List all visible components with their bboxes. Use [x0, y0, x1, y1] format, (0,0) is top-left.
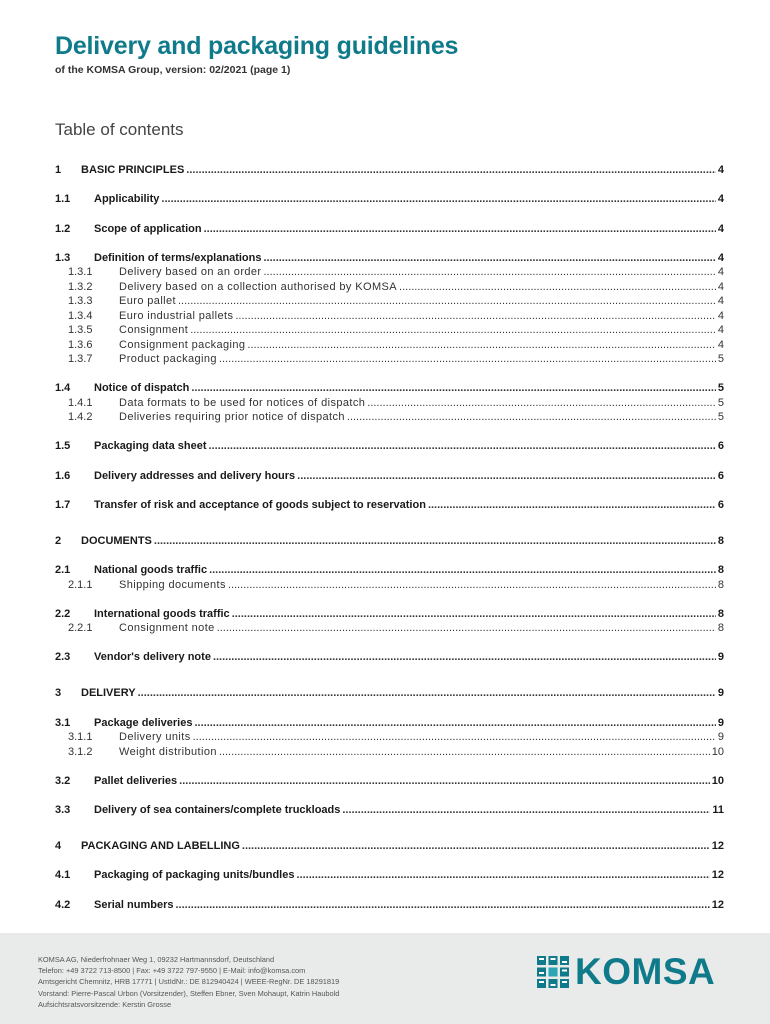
toc-entry-number: 1.4 — [55, 382, 71, 395]
toc-entry-number: 3.1.1 — [68, 731, 93, 744]
toc-entry[interactable] — [55, 266, 724, 280]
komsa-logo-text: KOMSA — [575, 951, 716, 992]
toc-entry[interactable] — [55, 564, 724, 578]
toc-entry-page: 4 — [717, 295, 724, 308]
toc-entry-label: Euro pallet — [119, 295, 176, 308]
toc-entry[interactable] — [55, 717, 724, 731]
toc-entry-number: 2.1.1 — [68, 578, 93, 591]
toc-entry-number: 1.5 — [55, 440, 71, 453]
toc-entry-page: 4 — [717, 222, 724, 235]
toc-entry-number: 2.1 — [55, 564, 71, 577]
toc-entry[interactable] — [55, 687, 724, 701]
toc-entry-page: 9 — [717, 731, 724, 744]
toc-entry-page: 4 — [717, 266, 724, 279]
toc-entry[interactable] — [55, 281, 724, 295]
footer-supervisory-line: Aufsichtsratsvorsitzende: Kerstin Grosse — [38, 999, 172, 1009]
toc-entry-number: 2.2 — [55, 607, 71, 620]
toc-entry-number: 4 — [55, 839, 62, 852]
toc-entry-number: 3 — [55, 687, 62, 700]
toc-entry[interactable] — [55, 775, 724, 789]
toc-entry-page: 4 — [717, 309, 724, 322]
toc-entry-page: 8 — [717, 564, 724, 577]
toc-entry[interactable] — [55, 804, 724, 818]
toc-entry-label: Weight distribution — [119, 745, 217, 758]
toc-dot-leader — [428, 499, 716, 511]
toc-dot-leader — [217, 622, 716, 634]
toc-dot-leader — [347, 411, 716, 423]
toc-dot-leader — [209, 564, 716, 576]
toc-entry-label: DOCUMENTS — [81, 535, 152, 547]
toc-dot-leader — [263, 252, 715, 264]
toc-entry-label: Scope of application — [94, 222, 202, 235]
toc-entry-label: Notice of dispatch — [94, 382, 190, 395]
toc-entry[interactable] — [55, 499, 724, 513]
toc-entry-page: 6 — [717, 469, 724, 482]
toc-dot-leader — [190, 324, 716, 336]
toc-entry-number: 1.3.7 — [68, 353, 93, 366]
toc-entry-page: 8 — [717, 607, 724, 620]
toc-entry-page: 8 — [717, 535, 724, 547]
toc-dot-leader — [247, 339, 715, 351]
toc-entry-label: Consignment — [119, 324, 189, 337]
toc-entry-page: 4 — [717, 338, 724, 351]
toc-dot-leader — [235, 310, 716, 322]
toc-heading: Table of contents — [55, 120, 184, 139]
toc-entry[interactable] — [55, 164, 724, 178]
toc-entry-label: Transfer of risk and acceptance of goods subject to reservation — [94, 499, 426, 511]
toc-entry-label: Package deliveries — [94, 716, 193, 729]
toc-entry[interactable] — [55, 840, 724, 854]
toc-entry-page: 8 — [717, 622, 724, 635]
toc-entry-number: 1.7 — [55, 499, 71, 511]
toc-entry[interactable] — [55, 411, 724, 425]
toc-entry[interactable] — [55, 622, 724, 636]
toc-entry-number: 3.1 — [55, 716, 71, 729]
toc-entry-label: Definition of terms/explanations — [94, 251, 262, 264]
toc-entry-label: BASIC PRINCIPLES — [81, 164, 185, 176]
toc-entry[interactable] — [55, 310, 724, 324]
toc-entry[interactable] — [55, 579, 724, 593]
toc-entry-page: 5 — [717, 353, 724, 366]
toc-entry-number: 1.3.1 — [68, 266, 93, 279]
toc-dot-leader — [228, 579, 716, 591]
toc-dot-leader — [219, 353, 716, 365]
footer-address-line: KOMSA AG, Niederfrohnaer Weg 1, 09232 Hartmannsdorf, Deutschland — [38, 955, 275, 964]
toc-entry-label: Data formats to be used for notices of dispatch — [119, 396, 366, 409]
toc-entry[interactable] — [55, 382, 724, 396]
toc-entry-number: 1.3.2 — [68, 280, 93, 293]
footer-company-info — [38, 954, 339, 1010]
toc-dot-leader — [191, 382, 716, 394]
toc-entry[interactable] — [55, 353, 724, 367]
toc-entry-label: Delivery based on an order — [119, 266, 262, 279]
toc-entry-page: 5 — [717, 396, 724, 409]
toc-entry-page: 4 — [717, 193, 724, 206]
toc-dot-leader — [161, 193, 715, 205]
toc-entry-label: Packaging of packaging units/bundles — [94, 869, 295, 882]
toc-entry-label: DELIVERY — [81, 687, 136, 700]
toc-dot-leader — [138, 687, 716, 699]
toc-dot-leader — [297, 470, 716, 482]
toc-entry[interactable] — [55, 193, 724, 207]
toc-entry-label: Serial numbers — [94, 898, 174, 911]
toc-entry-page: 4 — [717, 251, 724, 264]
toc-entry[interactable] — [55, 746, 724, 760]
toc-entry-label: Shipping documents — [119, 578, 226, 591]
toc-entry-label: Delivery addresses and delivery hours — [94, 469, 296, 482]
toc-entry-number: 1.4.1 — [68, 396, 93, 409]
toc-entry-number: 1.6 — [55, 469, 71, 482]
toc-entry-number: 2.2.1 — [68, 622, 93, 635]
toc-entry-label: Vendor's delivery note — [94, 651, 211, 664]
toc-entry-page: 12 — [711, 869, 724, 882]
toc-entry-number: 1.3.3 — [68, 295, 93, 308]
toc-entry-label: Product packaging — [119, 353, 217, 366]
toc-entry-page: 11 — [712, 803, 724, 816]
toc-entry[interactable] — [55, 731, 724, 745]
toc-entry-page: 12 — [711, 898, 724, 911]
toc-entry[interactable] — [55, 651, 724, 665]
toc-entry[interactable] — [55, 324, 724, 338]
toc-entry-label: Euro industrial pallets — [119, 309, 234, 322]
toc-entry[interactable] — [55, 252, 724, 266]
toc-entry-number: 2 — [55, 535, 62, 547]
toc-entry-number: 4.1 — [55, 869, 71, 882]
toc-entry[interactable] — [55, 470, 724, 484]
page-subtitle: of the KOMSA Group, version: 02/2021 (page 1) — [55, 64, 291, 76]
toc-entry-number: 2.3 — [55, 651, 71, 664]
toc-entry-number: 1 — [55, 164, 62, 176]
toc-dot-leader — [367, 397, 716, 409]
toc-dot-leader — [219, 746, 710, 758]
toc-entry[interactable] — [55, 440, 724, 454]
toc-entry-page: 5 — [717, 382, 724, 395]
footer-register-line: Amtsgericht Chemnitz, HRB 17771 | UstIdNr.: DE 812940424 | WEEE-RegNr. DE 18291819 — [38, 977, 340, 987]
toc-dot-leader — [242, 840, 710, 852]
toc-entry-page: 9 — [717, 716, 724, 729]
toc-entry-page: 9 — [717, 687, 724, 700]
page-title: Delivery and packaging guidelines — [55, 32, 459, 60]
toc-entry-page: 6 — [717, 440, 724, 453]
toc-dot-leader — [175, 899, 709, 911]
toc-dot-leader — [342, 804, 710, 816]
toc-dot-leader — [154, 535, 716, 547]
toc-dot-leader — [179, 775, 710, 787]
toc-entry-page: 4 — [717, 164, 724, 176]
toc-entry[interactable] — [55, 223, 724, 237]
toc-dot-leader — [194, 717, 715, 729]
toc-dot-leader — [296, 869, 709, 881]
toc-entry-number: 4.2 — [55, 898, 71, 911]
toc-entry-page: 10 — [711, 774, 724, 787]
toc-entry-number: 3.1.2 — [68, 745, 93, 758]
toc-entry-label: Delivery of sea containers/complete truckloads — [94, 803, 341, 816]
toc-entry-label: National goods traffic — [94, 564, 208, 577]
toc-dot-leader — [209, 440, 716, 452]
toc-entry-label: Consignment note — [119, 622, 215, 635]
toc-dot-leader — [204, 223, 716, 235]
toc-dot-leader — [399, 281, 716, 293]
toc-entry-number: 1.3 — [55, 251, 71, 264]
toc-dot-leader — [193, 731, 716, 743]
toc-entry-page: 5 — [717, 411, 724, 424]
toc-entry-number: 1.1 — [55, 193, 71, 206]
toc-entry-number: 1.3.6 — [68, 338, 93, 351]
toc-entry-label: Deliveries requiring prior notice of dispatch — [119, 411, 345, 424]
toc-entry-number: 1.3.5 — [68, 324, 93, 337]
toc-entry-label: Consignment packaging — [119, 338, 246, 351]
toc-dot-leader — [263, 266, 715, 278]
toc-entry-page: 12 — [711, 839, 724, 852]
toc-entry[interactable] — [55, 339, 724, 353]
toc-entry-number: 3.2 — [55, 774, 71, 787]
toc-entry-number: 1.3.4 — [68, 309, 93, 322]
toc-entry[interactable] — [55, 869, 724, 883]
toc-entry[interactable] — [55, 295, 724, 309]
toc-entry-page: 8 — [717, 578, 724, 591]
toc-dot-leader — [186, 164, 716, 176]
toc-entry-number: 3.3 — [55, 803, 71, 816]
toc-entry-number: 1.4.2 — [68, 411, 93, 424]
toc-entry[interactable] — [55, 899, 724, 913]
toc-dot-leader — [213, 651, 716, 663]
toc-entry-page: 9 — [717, 651, 724, 664]
footer-board-line: Vorstand: Pierre-Pascal Urbon (Vorsitzender), Steffen Ebner, Sven Mohaupt, Katrin Haubold — [38, 988, 340, 998]
toc-entry[interactable] — [55, 608, 724, 622]
toc-entry[interactable] — [55, 397, 724, 411]
toc-entry-page: 10 — [711, 745, 724, 758]
toc-entry[interactable] — [55, 535, 724, 549]
footer-contact-line: Telefon: +49 3722 713-8500 | Fax: +49 3722 797-9550 | E-Mail: info@komsa.com — [38, 966, 306, 976]
toc-dot-leader — [178, 295, 716, 307]
komsa-logo — [537, 951, 716, 992]
toc-entry-label: Pallet deliveries — [94, 774, 178, 787]
toc-entry-label: PACKAGING AND LABELLING — [81, 839, 240, 852]
toc-entry-page: 6 — [717, 499, 724, 511]
toc-entry-page: 4 — [717, 324, 724, 337]
toc-entry-label: Delivery based on a collection authorised by KOMSA — [119, 280, 398, 293]
toc-entry-label: International goods traffic — [94, 607, 230, 620]
toc-entry-label: Delivery units — [119, 731, 191, 744]
toc-entry-page: 4 — [717, 280, 724, 293]
toc-entry-label: Packaging data sheet — [94, 440, 207, 453]
komsa-grid-logo-icon — [537, 956, 569, 988]
toc-entry-number: 1.2 — [55, 222, 71, 235]
toc-entry-label: Applicability — [94, 193, 160, 206]
toc-dot-leader — [232, 608, 716, 620]
